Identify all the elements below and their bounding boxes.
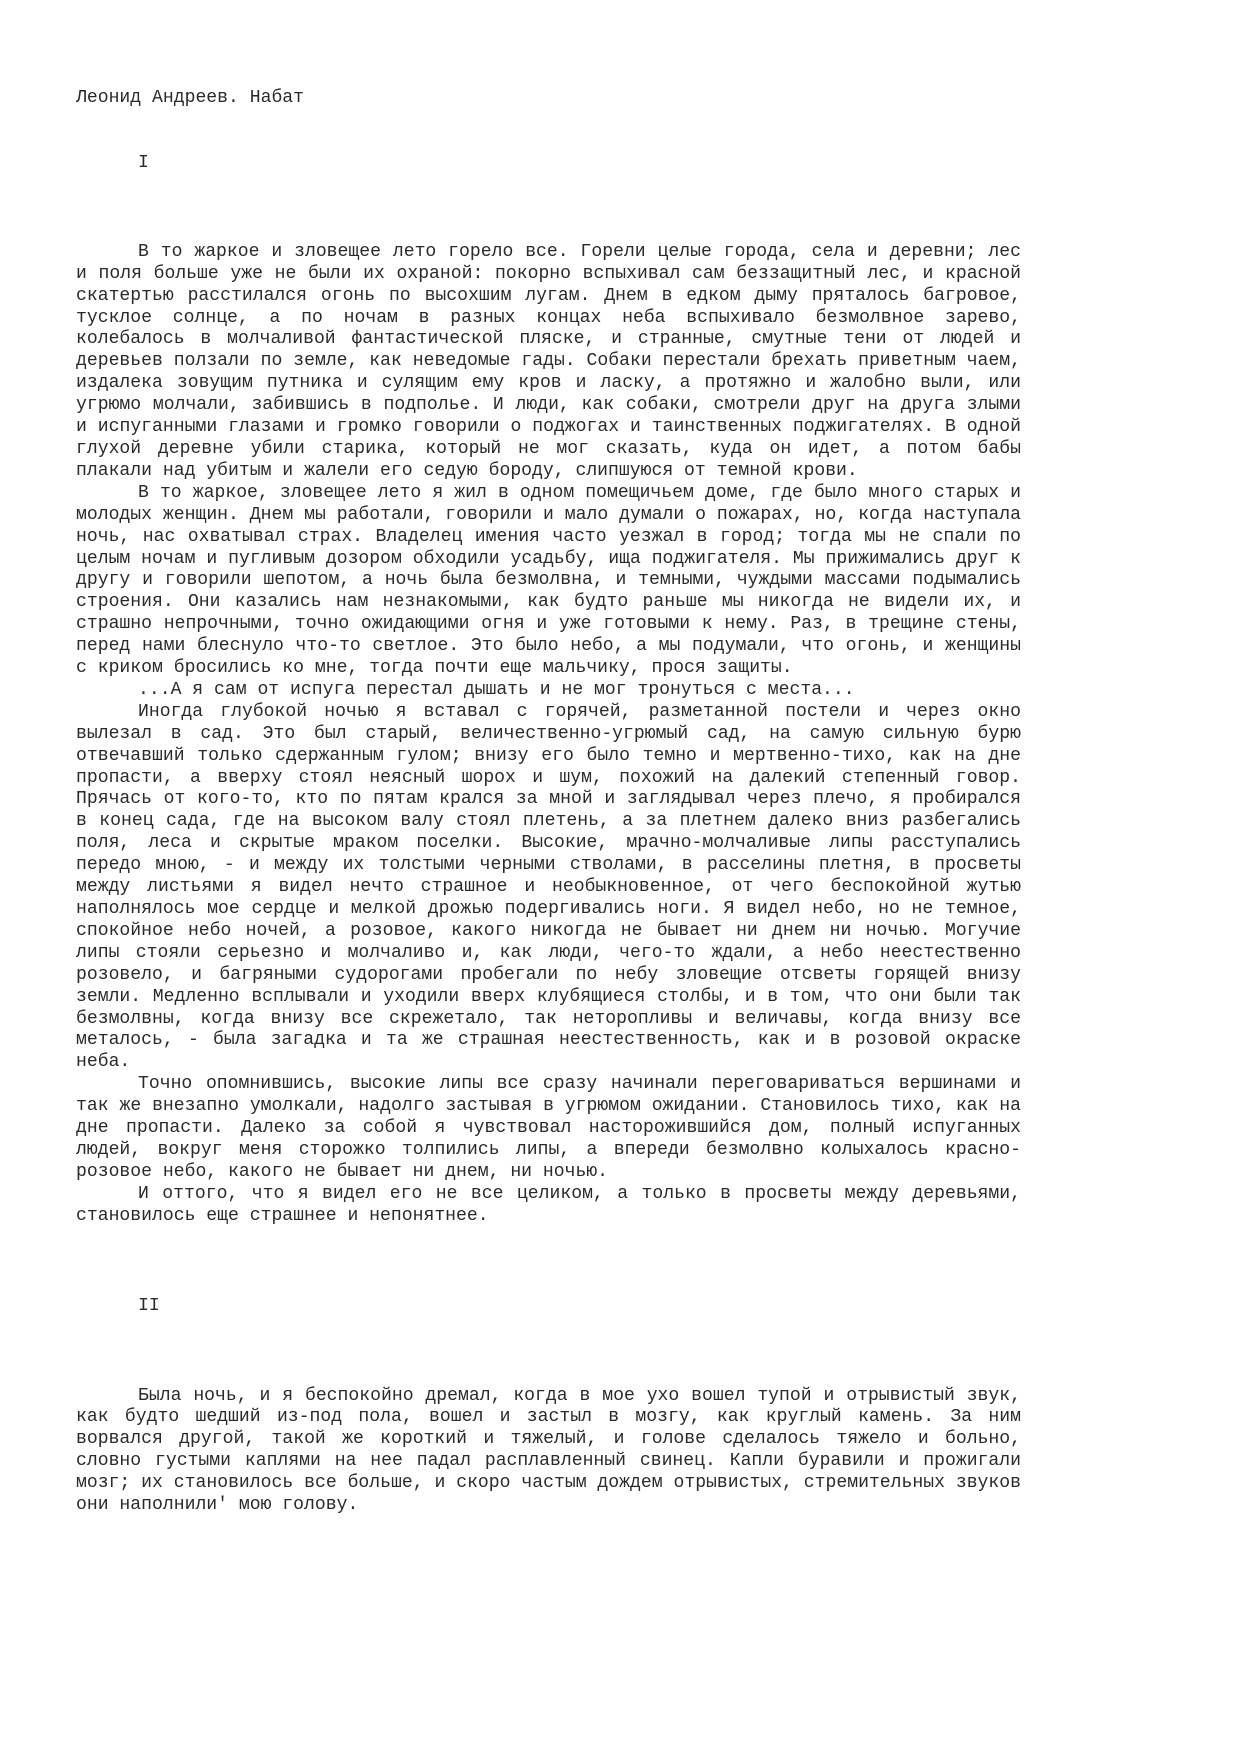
paragraph: Точно опомнившись, высокие липы все сразу начинали переговариваться вершинами и так же внезапно умолкали, надолго застывая в угрюмом ожидании. Становилось тихо, как на дне пропасти. Далеко за собой я чувствовал насторожившийся дом, полный испуганных людей, вокруг меня сторожко толпились липы, а впереди безмолвно колыхалось красно-розовое небо, какого не бывает ни днем, ни ночью. <box>76 1074 1021 1182</box>
document-title: Леонид Андреев. Набат <box>76 88 305 108</box>
paragraph: Иногда глубокой ночью я вставал с горячей, разметанной постели и через окно вылезал в сад. Это был старый, величественно-угрюмый сад, на самую сильную бурю отвечавший только сдержанным гулом; внизу его было темно и мертвенно-тихо, как на дне пропасти, а вверху стоял неясный шорох и шум, похожий на далекий степенный говор. Прячась от кого-то, кто по пятам крался за мной и заглядывал через плечо, я пробирался в конец сада, где на высоком валу стоял плетень, а за плетнем далеко вниз разбегались поля, леса и скрытые мраком поселки. Высокие, мрачно-молчаливые липы расступались передо мною, - и между их толстыми черными стволами, в расселины плетня, в просветы между листьями я видел нечто страшное и необыкновенное, от чего беспокойной жутью наполнялось мое сердце и мелкой дрожью подергивались ноги. Я видел небо, но не темное, спокойное небо ночей, а розовое, какого никогда не бывает ни днем ни ночью. Могучие липы стояли серьезно и молчаливо и, как люди, чего-то ждали, а небо неестественно розовело, и багряными судорогами пробегали по небу зловещие отсветы горящей внизу земли. Медленно всплывали и уходили вверх клубящиеся столбы, и в том, что они были так безмолвны, когда внизу все скрежетало, так неторопливы и величавы, когда внизу все металось, - была загадка и та же страшная неестественность, как и в розовой окраске неба. <box>76 701 1021 1073</box>
section-heading: II <box>138 1295 160 1316</box>
document-page <box>76 88 1021 1517</box>
paragraph: И оттого, что я видел его не все целиком, а только в просветы между деревьями, становилось еще страшнее и непонятнее. <box>76 1183 1021 1226</box>
section-1 <box>76 153 1021 1228</box>
paragraph: ...А я сам от испуга перестал дышать и не мог тронуться с места... <box>138 679 855 700</box>
section-body <box>76 242 1021 1228</box>
section-heading: I <box>138 152 149 173</box>
section-2 <box>76 1296 1021 1517</box>
paragraph: В то жаркое, зловещее лето я жил в одном помещичьем доме, где было много старых и молодых женщин. Днем мы работали, говорили и мало думали о пожарах, но, когда наступала ночь, нас охватывал страх. Владелец имения часто уезжал в город; тогда мы не спали по целым ночам и пугливым дозором обходили усадьбу, ища поджигателя. Мы прижимались друг к другу и говорили шепотом, а ночь была безмолвна, и темными, чуждыми массами подымались строения. Они казались нам незнакомыми, как будто раньше мы никогда не видели их, и страшно непрочными, точно ожидающими огня и уже готовыми к нему. Раз, в трещине стены, перед нами блеснуло что-то светлое. Это было небо, а мы подумали, что огонь, и женщины с криком бросились ко мне, тогда почти еще мальчику, прося защиты. <box>76 482 1021 679</box>
paragraph: Была ночь, и я беспокойно дремал, когда в мое ухо вошел тупой и отрывистый звук, как будто шедший из-под пола, вошел и застыл в мозгу, как круглый камень. За ним ворвался другой, такой же короткий и тяжелый, и голове сделалось тяжело и больно, словно густыми каплями на нее падал расплавленный свинец. Капли буравили и прожигали мозг; их становилось все больше, и скоро частым дождем отрывистых, стремительных звуков они наполнили' мою голову. <box>76 1385 1021 1516</box>
paragraph: В то жаркое и зловещее лето горело все. Горели целые города, села и деревни; лес и поля больше уже не были их охраной: покорно вспыхивал сам беззащитный лес, и красной скатертью расстилался огонь по высохшим лугам. Днем в едком дыму пряталось багровое, тусклое солнце, а по ночам в разных концах неба вспыхивало безмолвное зарево, колебалось в молчаливой фантастической пляске, и странные, смутные тени от людей и деревьев ползали по земле, как неведомые гады. Собаки перестали брехать приветным чаем, издалека зовущим путника и сулящим ему кров и ласку, а протяжно и жалобно выли, или угрюмо молчали, забившись в подполье. И люди, как собаки, смотрели друг на друга злыми и испуганными глазами и громко говорили о поджогах и таинственных поджигателях. В одной глухой деревне убили старика, который не мог сказать, куда он идет, а потом бабы плакали над убитым и жалели его седую бороду, слипшуюся от темной крови. <box>76 241 1021 481</box>
section-body <box>76 1386 1021 1517</box>
